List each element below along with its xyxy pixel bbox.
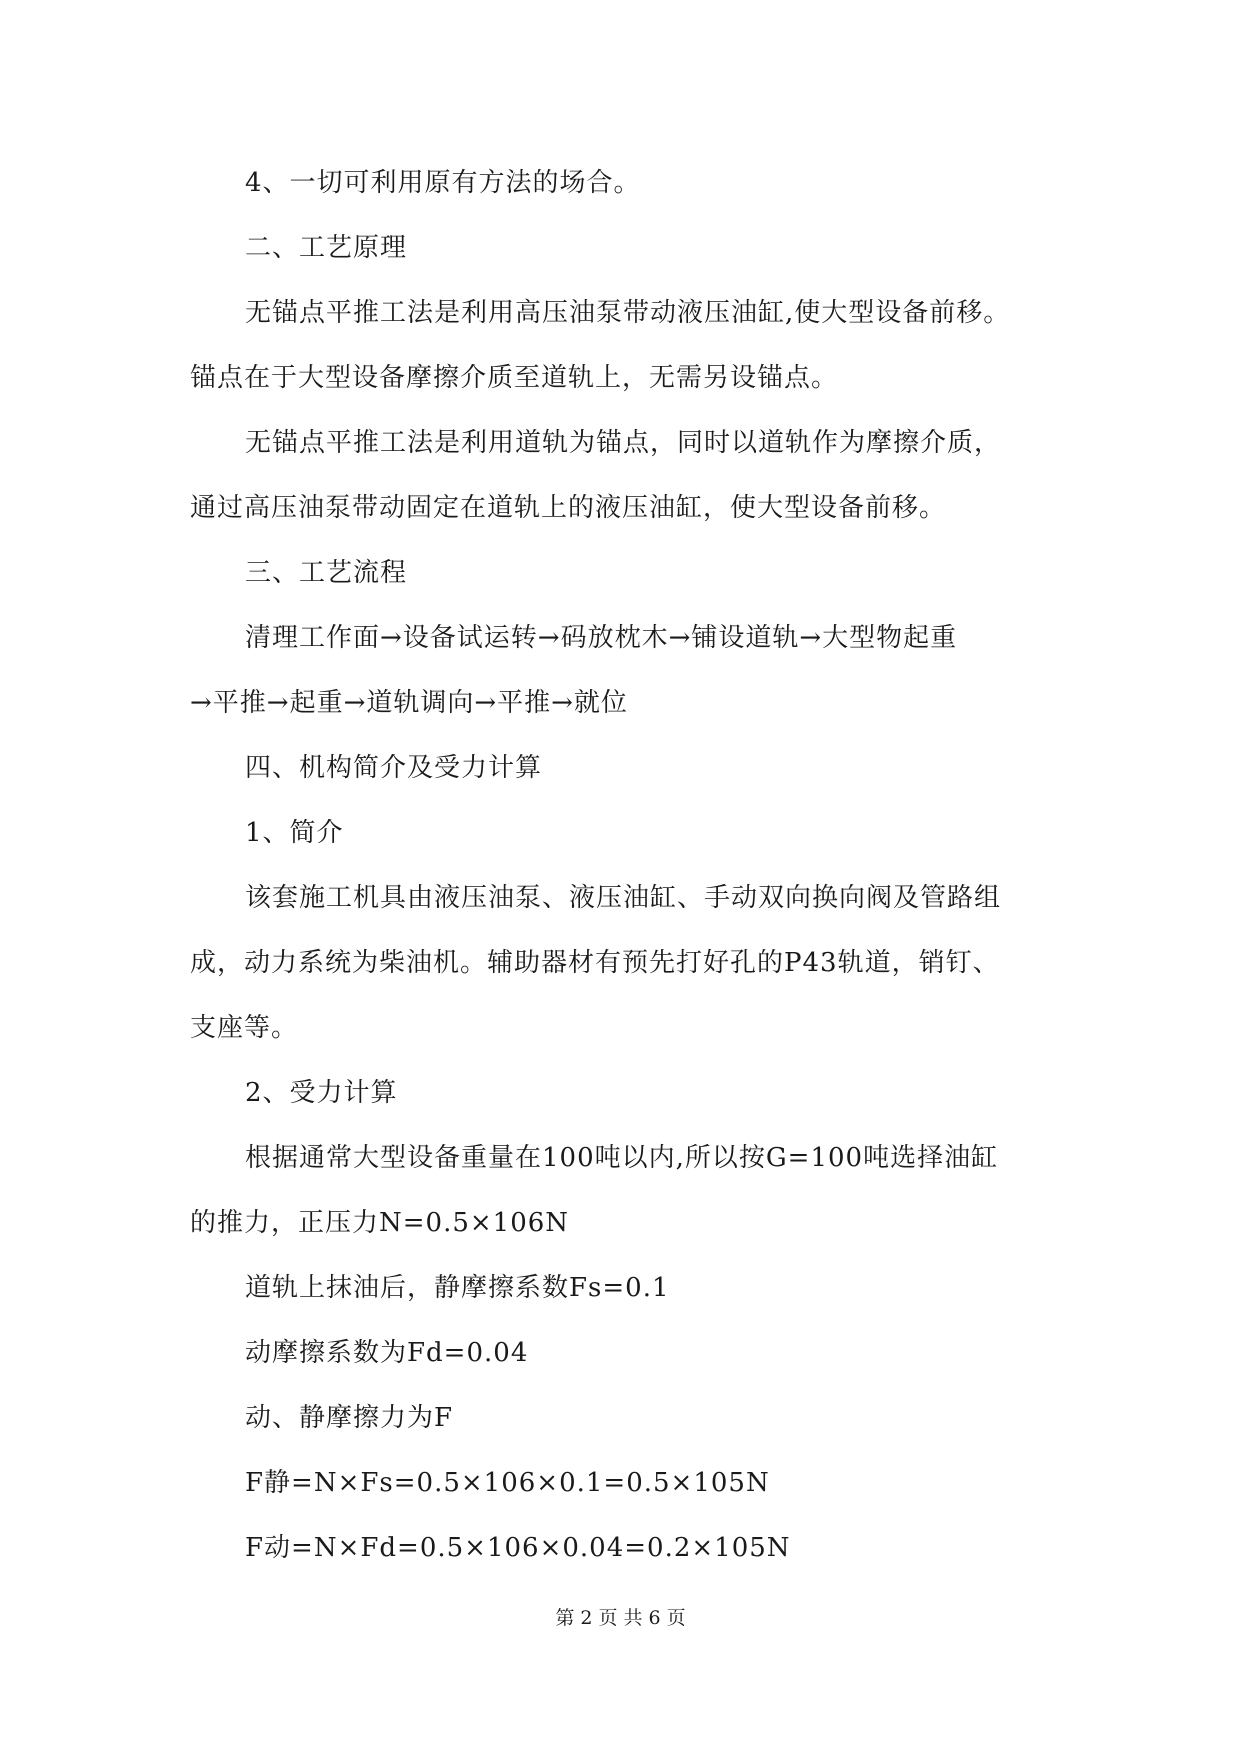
text-line-5: 无锚点平推工法是利用道轨为锚点，同时以道轨作为摩擦介质， — [245, 428, 1002, 458]
section-heading-2: 二、工艺原理 — [245, 233, 408, 263]
formula-static-friction: F静=N×Fs=0.5×106×0.1=0.5×105N — [245, 1468, 770, 1498]
subheading-1: 1、简介 — [245, 818, 344, 848]
text-line-18: 道轨上抹油后，静摩擦系数Fs=0.1 — [245, 1273, 670, 1303]
text-line-3: 无锚点平推工法是利用高压油泵带动液压油缸,使大型设备前移。 — [245, 298, 1011, 328]
text-line-16: 根据通常大型设备重量在100吨以内,所以按G=100吨选择油缸 — [245, 1143, 999, 1173]
page-footer: 第 2 页 共 6 页 — [555, 1607, 686, 1629]
text-line-17: 的推力，正压力N=0.5×106N — [190, 1208, 570, 1238]
text-line-1: 4、一切可利用原有方法的场合。 — [245, 168, 641, 198]
text-line-6: 通过高压油泵带动固定在道轨上的液压油缸，使大型设备前移。 — [190, 493, 947, 523]
text-line-9: →平推→起重→道轨调向→平推→就位 — [190, 688, 628, 718]
text-line-13: 成，动力系统为柴油机。辅助器材有预先打好孔的P43轨道，销钉、 — [190, 948, 1000, 978]
text-line-12: 该套施工机具由液压油泵、液压油缸、手动双向换向阀及管路组 — [245, 883, 1002, 913]
text-line-20: 动、静摩擦力为F — [245, 1403, 454, 1433]
text-line-19: 动摩擦系数为Fd=0.04 — [245, 1338, 529, 1368]
text-line-14: 支座等。 — [190, 1013, 299, 1043]
formula-dynamic-friction: F动=N×Fd=0.5×106×0.04=0.2×105N — [245, 1533, 791, 1563]
subheading-2: 2、受力计算 — [245, 1078, 398, 1108]
text-line-8: 清理工作面→设备试运转→码放枕木→铺设道轨→大型物起重 — [245, 623, 958, 653]
section-heading-4: 四、机构简介及受力计算 — [245, 753, 543, 783]
section-heading-3: 三、工艺流程 — [245, 558, 408, 588]
text-line-4: 锚点在于大型设备摩擦介质至道轨上，无需另设锚点。 — [190, 363, 839, 393]
